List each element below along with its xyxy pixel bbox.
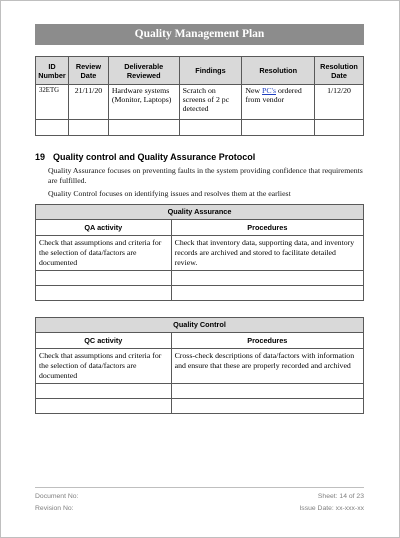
qc-activity-header: QC activity xyxy=(36,333,172,349)
header-id-number: ID Number xyxy=(36,57,69,85)
document-title: Quality Management Plan xyxy=(35,24,364,45)
qa-procedure-cell: Check that inventory data, supporting data, and inventory records are archived and stored to facilitate detailed review. xyxy=(171,236,363,271)
table-row-empty xyxy=(36,286,364,301)
qa-procedures-header: Procedures xyxy=(171,220,363,236)
header-deliverable: Deliverable Reviewed xyxy=(108,57,179,85)
qc-paragraph: Quality Control focuses on identifying issues and resolves them at the earliest xyxy=(48,189,291,198)
sheet-label: Sheet: 14 of 23 xyxy=(317,493,364,500)
table-row-empty xyxy=(36,120,364,136)
section-heading xyxy=(35,152,255,162)
footer-divider xyxy=(35,487,364,488)
qa-activity-header: QA activity xyxy=(36,220,172,236)
review-table-header xyxy=(36,57,364,85)
review-table xyxy=(35,56,364,136)
header-findings: Findings xyxy=(179,57,242,85)
qc-procedure-cell: Cross-check descriptions of data/factors with information and ensure that these are properly recorded and archived xyxy=(171,349,363,384)
cell-findings: Scratch on screens of 2 pc detected xyxy=(179,85,242,120)
revision-number-label: Revision No: xyxy=(35,505,74,512)
qa-paragraph: Quality Assurance focuses on preventing faults in the system providing confidence that requirements are fulfilled. xyxy=(48,166,363,185)
document-number-label: Document No: xyxy=(35,493,79,500)
footer-line-2 xyxy=(35,505,364,512)
section-number: 19 xyxy=(35,152,46,162)
resolution-link[interactable]: PC's xyxy=(262,86,276,95)
quality-assurance-table xyxy=(35,204,364,301)
resolution-text-suffix: ordered from vendor xyxy=(245,86,302,104)
qa-table-caption: Quality Assurance xyxy=(36,205,364,220)
qc-table-caption: Quality Control xyxy=(36,318,364,333)
header-review-date: Review Date xyxy=(68,57,108,85)
header-resolution: Resolution xyxy=(242,57,315,85)
cell-resolution xyxy=(242,85,315,120)
quality-control-table xyxy=(35,317,364,414)
resolution-text-prefix: New xyxy=(245,86,263,95)
header-resolution-date: Resolution Date xyxy=(315,57,364,85)
cell-resolution-date: 1/12/20 xyxy=(315,85,364,120)
table-row-empty xyxy=(36,399,364,414)
table-row xyxy=(36,85,364,120)
qc-procedures-header: Procedures xyxy=(171,333,363,349)
table-row-empty xyxy=(36,384,364,399)
issue-date-label: Issue Date: xx-xxx-xx xyxy=(299,505,364,512)
table-row xyxy=(36,349,364,384)
qa-activity-cell: Check that assumptions and criteria for the selection of data/factors are documented xyxy=(36,236,172,271)
footer-line-1 xyxy=(35,493,364,500)
cell-id: 32ETG xyxy=(36,85,69,120)
cell-deliverable: Hardware systems (Monitor, Laptops) xyxy=(108,85,179,120)
qc-activity-cell: Check that assumptions and criteria for the selection of data/factors are documented xyxy=(36,349,172,384)
section-title: Quality control and Quality Assurance Protocol xyxy=(53,152,256,162)
table-row-empty xyxy=(36,271,364,286)
cell-review-date: 21/11/20 xyxy=(68,85,108,120)
table-row xyxy=(36,236,364,271)
